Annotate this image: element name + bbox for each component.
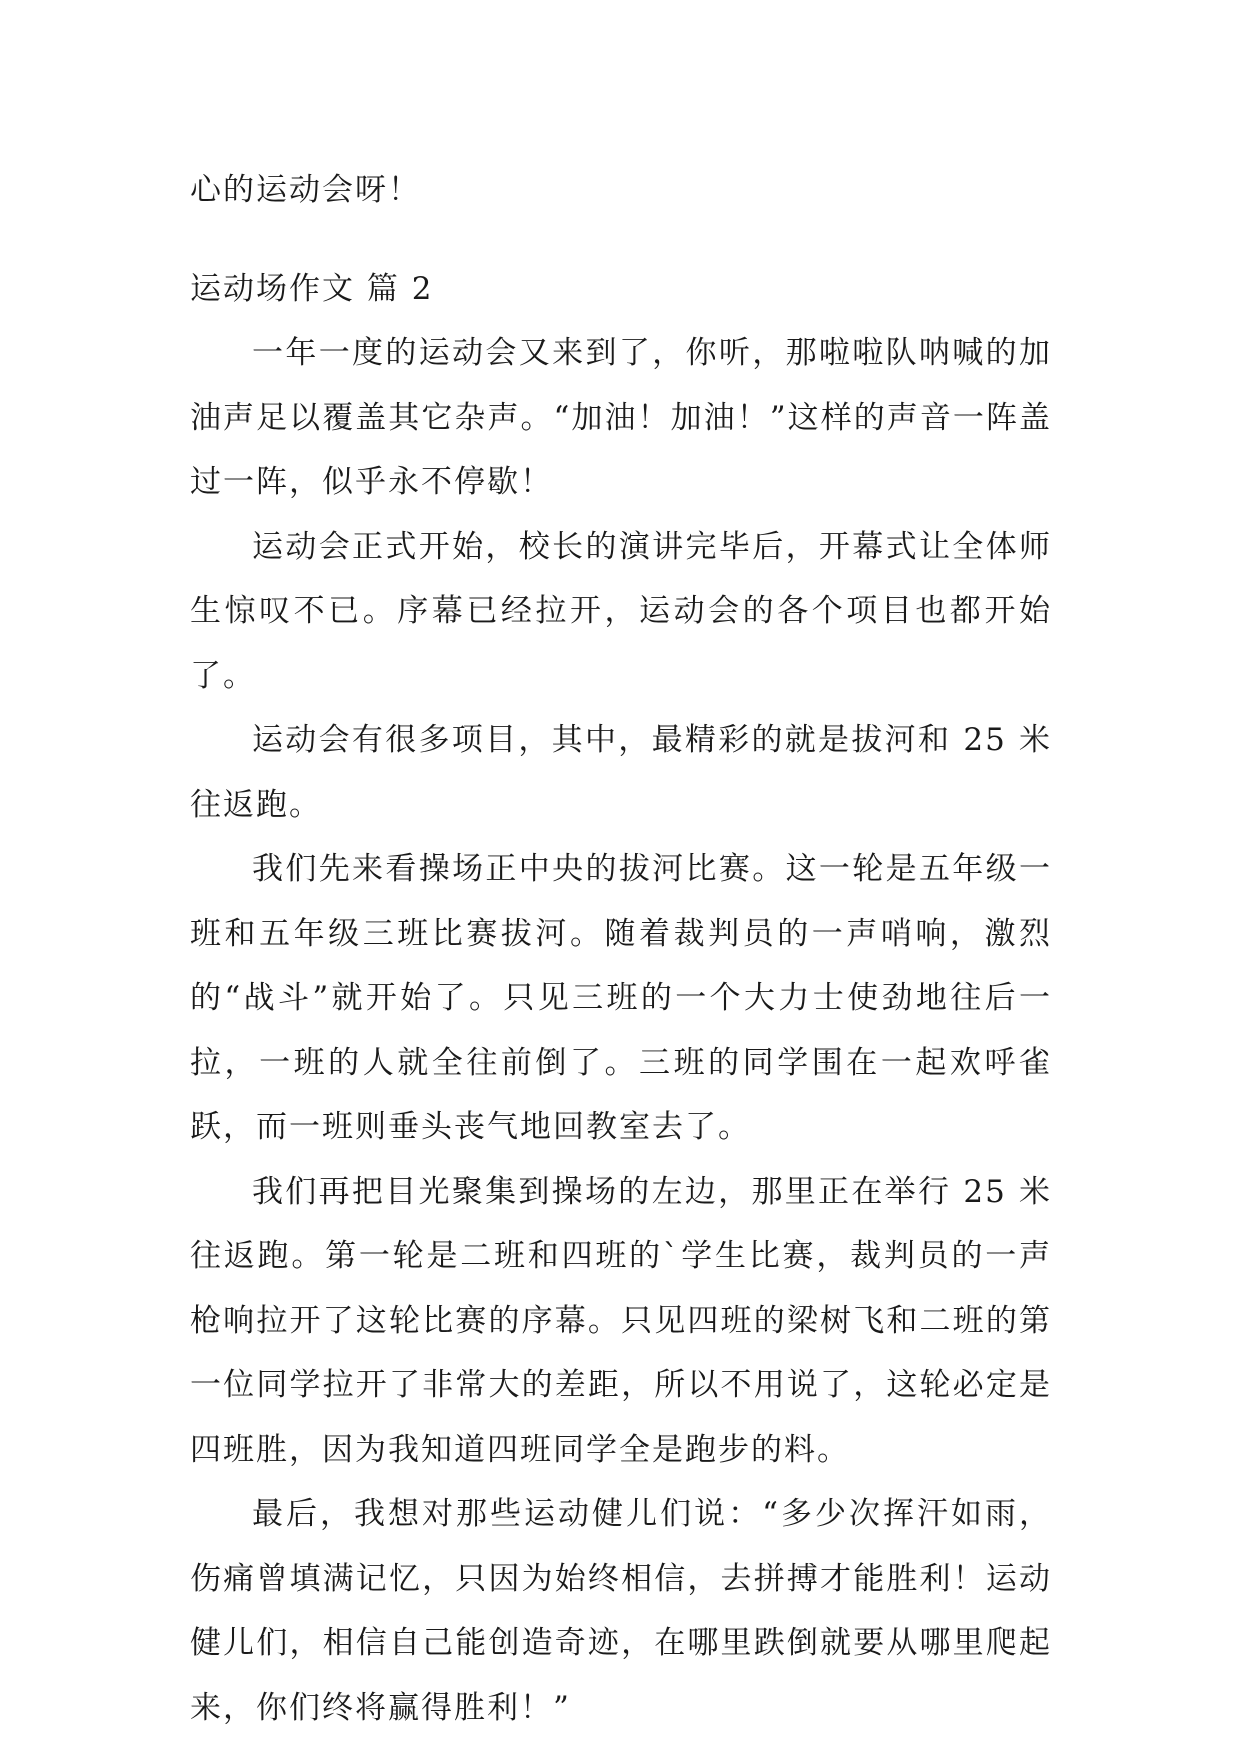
paragraph-3: 运动会有很多项目，其中，最精彩的就是拔河和 25 米往返跑。 [190, 722, 1052, 823]
paragraph-6: 最后，我想对那些运动健儿们说：“多少次挥汗如雨，伤痛曾填满记忆，只因为始终相信，去拼搏才能胜利！运动健儿们，相信自己能创造奇迹，在哪里跌倒就要从哪里爬起来，你们终将赢得胜利！” [190, 1496, 1052, 1726]
paragraph-4: 我们先来看操场正中央的拔河比赛。这一轮是五年级一班和五年级三班比赛拔河。随着裁判员的一声哨响，激烈的“战斗”就开始了。只见三班的一个大力士使劲地往后一拉，一班的人就全往前倒了。三班的同学围在一起欢呼雀跃，而一班则垂头丧气地回教室去了。 [190, 851, 1052, 1145]
paragraph-5: 我们再把目光聚集到操场的左边，那里正在举行 25 米往返跑。第一轮是二班和四班的`学生比赛，裁判员的一声枪响拉开了这轮比赛的序幕。只见四班的梁树飞和二班的第一位同学拉开了非常大的差距，所以不用说了，这轮必定是四班胜，因为我知道四班同学全是跑步的料。 [190, 1173, 1052, 1468]
essay-heading: 运动场作文 篇 2 [190, 270, 434, 307]
document-body [190, 158, 1052, 1740]
lead-line: 心的运动会呀！ [190, 172, 421, 208]
paragraph-2: 运动会正式开始，校长的演讲完毕后，开幕式让全体师生惊叹不已。序幕已经拉开，运动会的各个项目也都开始了。 [190, 528, 1052, 694]
paragraph-1: 一年一度的运动会又来到了，你听，那啦啦队呐喊的加油声足以覆盖其它杂声。“加油！加油！”这样的声音一阵盖过一阵，似乎永不停歇！ [190, 335, 1052, 500]
